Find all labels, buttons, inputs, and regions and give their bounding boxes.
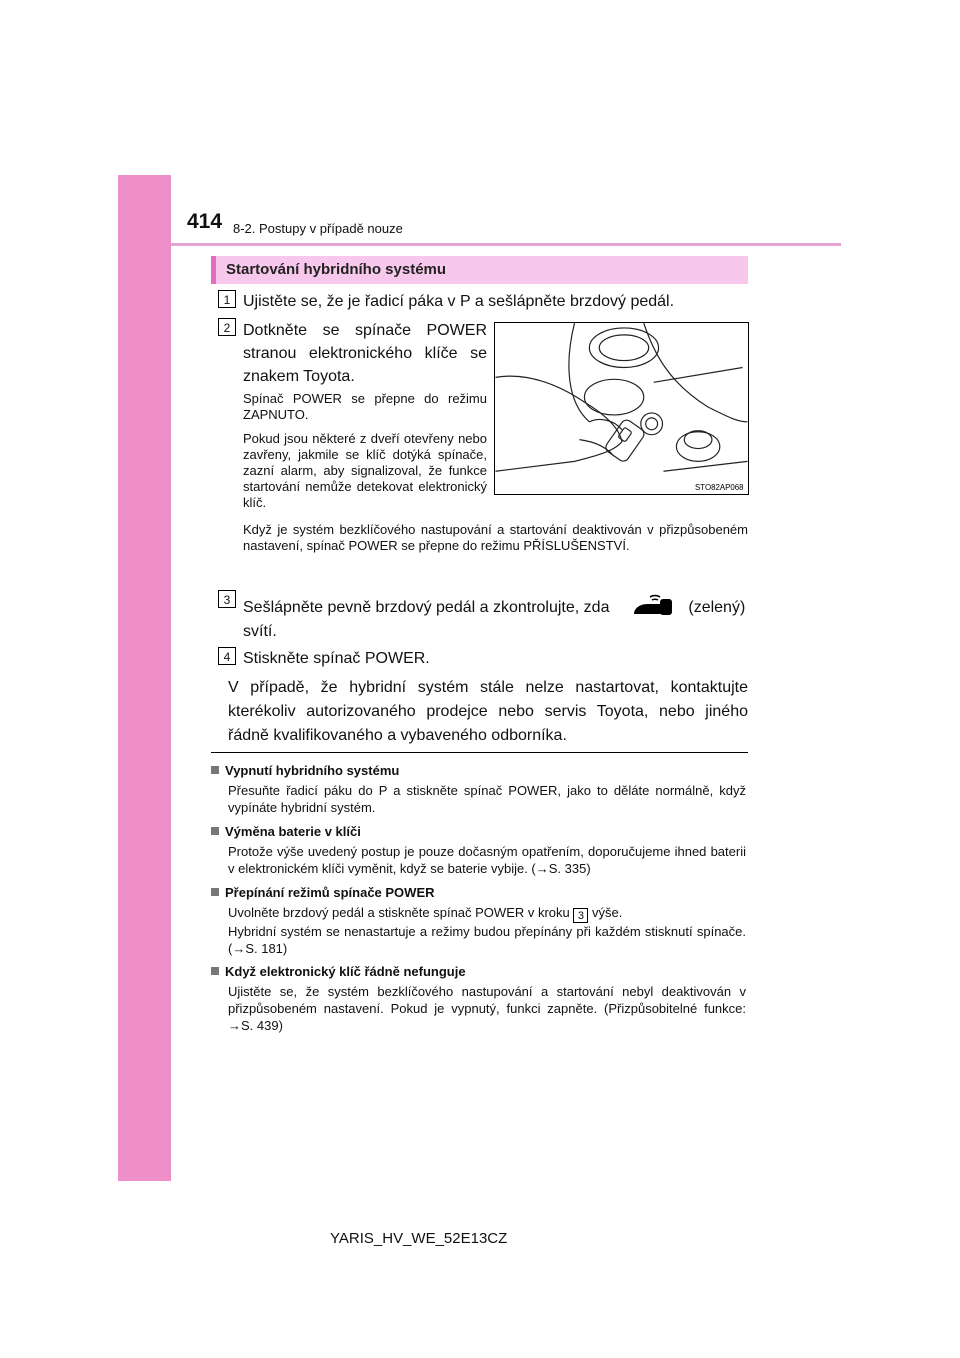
- document-id-footer: YARIS_HV_WE_52E13CZ: [330, 1230, 508, 1247]
- step-number-2: 2: [218, 318, 236, 336]
- note-2-title: Výměna baterie v klíči: [225, 824, 361, 839]
- note-1-heading: [211, 763, 399, 778]
- note-1-title: Vypnutí hybridního systému: [225, 763, 400, 778]
- bullet-square-icon: [211, 827, 219, 835]
- bullet-square-icon: [211, 766, 219, 774]
- note-2-heading: [211, 824, 361, 839]
- section-divider: [211, 752, 748, 753]
- step-2-note-1: Spínač POWER se přepne do režimu ZAPNUTO.: [243, 391, 487, 422]
- bullet-square-icon: [211, 888, 219, 896]
- note-3-title: Přepínání režimů spínače POWER: [225, 885, 435, 900]
- step-2-text: Dotkněte se spínače POWER stranou elektronického klíče se znakem Toyota.: [243, 322, 487, 385]
- step-2-note-2: Pokud jsou některé z dveří otevřeny nebo zavřeny, jakmile se klíč dotýká spínače, zazní alarm, aby signalizoval, že funkce startování nemůže detekovat elektronický klíč.: [243, 431, 487, 510]
- note-1-body: Přesuňte řadicí páku do P a stiskněte spínač POWER, jako to děláte normálně, když vypínáte hybridní systém.: [228, 783, 746, 815]
- step-4-text: Stiskněte spínač POWER.: [243, 650, 430, 667]
- note-3-body-after: výše.: [592, 905, 623, 920]
- note-4-title: Když elektronický klíč řádně nefunguje: [225, 964, 466, 979]
- section-header: 8-2. Postupy v případě nouze: [233, 221, 403, 236]
- step-reference-box: 3: [573, 908, 588, 923]
- note-3-body-2: Hybridní systém se nenastartuje a režimy budou přepínány při každém stisknutí spínače. (→S. 181): [228, 924, 746, 956]
- hand-key-power-switch-drawing: [495, 323, 748, 494]
- note-4-heading: [211, 964, 466, 979]
- section-title: Startování hybridního systému: [226, 261, 447, 278]
- section-title-box: [211, 256, 748, 284]
- note-3-body-before: Uvolněte brzdový pedál a stiskněte spínač POWER v kroku: [228, 905, 570, 920]
- step-number-4: 4: [218, 647, 236, 665]
- step-3-text-before: Sešlápněte pevně brzdový pedál a zkontrolujte, zda: [243, 599, 610, 616]
- bullet-square-icon: [211, 967, 219, 975]
- step-3-text: [243, 594, 748, 644]
- step-1-text: Ujistěte se, že je řadicí páka v P a sešlápněte brzdový pedál.: [243, 293, 675, 310]
- header-rule: [171, 243, 841, 246]
- note-2-body: Protože výše uvedený postup je pouze dočasným opatřením, doporučujeme ihned baterii v elektronickém klíči vyměnit, když se baterie vybije. (→S. 335): [228, 844, 746, 876]
- note-3-body: [228, 904, 746, 957]
- closing-paragraph: V případě, že hybridní systém stále nelze nastartovat, kontaktujte kterékoliv autorizovaného prodejce nebo servis Toyota, nebo jiného řádně kvalifikovaného a vybaveného odborníka.: [228, 679, 748, 744]
- step-number-3: 3: [218, 590, 236, 608]
- image-code: STO82AP068: [695, 483, 744, 493]
- step-2-note-3: Když je systém bezklíčového nastupování a startování deaktivován v přizpůsobeném nastavení, spínač POWER se přepne do režimu PŘÍSLUŠENSTVÍ.: [243, 522, 748, 553]
- page-number: 414: [187, 210, 223, 233]
- step-number-1: 1: [218, 290, 236, 308]
- key-touch-illustration: [494, 322, 749, 495]
- note-4-body: Ujistěte se, že systém bezklíčového nastupování a startování nebyl deaktivován v přizpůsobeném nastavení. Pokud je vypnutý, funkci zapněte. (Přizpůsobitelné funkce: →S. 439): [228, 984, 746, 1033]
- chapter-sidebar-tab: [118, 175, 171, 1181]
- step-3-text-after: (zelený) svítí.: [243, 599, 746, 640]
- note-3-heading: [211, 885, 435, 900]
- key-indicator-icon: [632, 594, 676, 616]
